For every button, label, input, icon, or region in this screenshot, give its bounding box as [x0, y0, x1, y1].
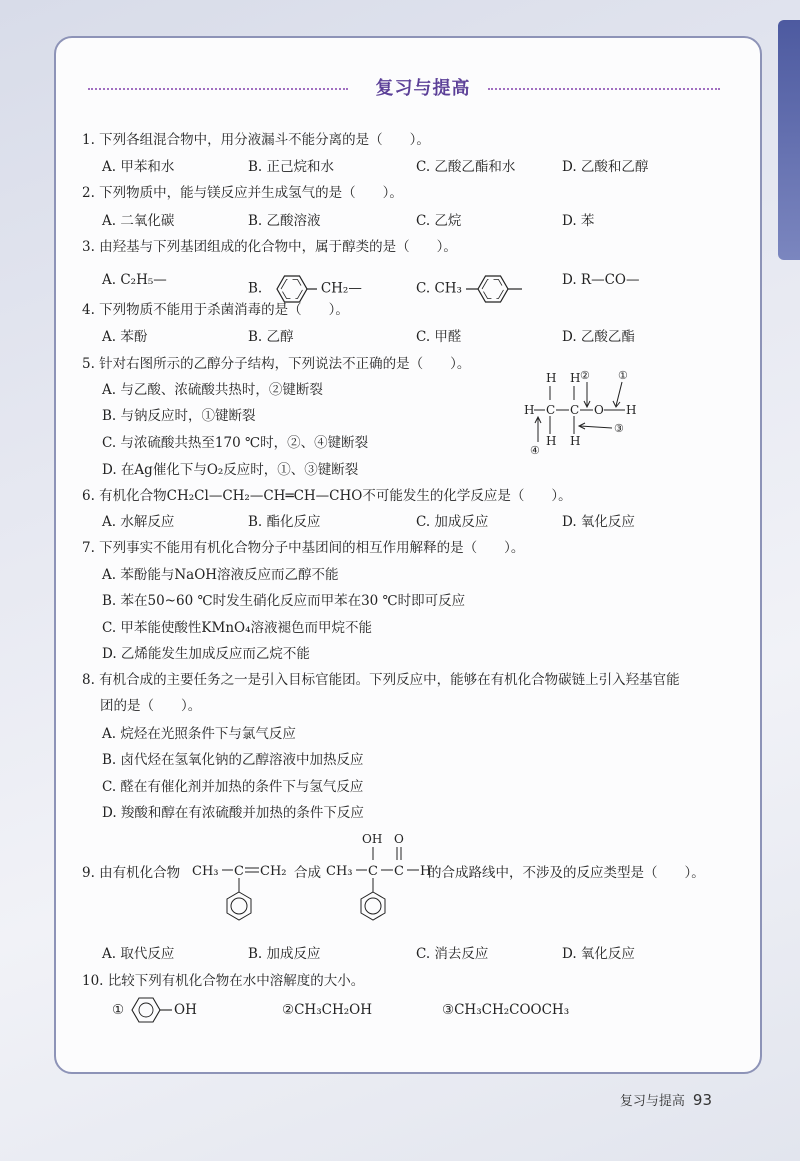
q7-option-a: A. 苯酚能与NaOH溶液反应而乙醇不能 [102, 567, 339, 583]
m2-h: H [420, 864, 432, 879]
q3-option-b-group: CH₂— [320, 280, 362, 297]
q9-option-d: D. 氧化反应 [562, 946, 635, 962]
question-5-stem: 5. 针对右图所示的乙醇分子结构，下列说法不正确的是（ ）。 [82, 356, 471, 372]
q5-option-c: C. 与浓硫酸共热至170 ℃时，②、④键断裂 [102, 435, 369, 451]
q10-item-2: ②CH₃CH₂OH [282, 1002, 372, 1018]
q4-option-a: A. 苯酚 [102, 329, 148, 345]
m2-o: O [394, 832, 404, 846]
q4-option-c: C. 甲醛 [416, 329, 462, 345]
q2-option-d: D. 苯 [562, 213, 595, 229]
ethanol-h-right: H [626, 403, 637, 417]
q2-option-a: A. 二氧化碳 [102, 213, 175, 229]
q8-option-a: A. 烷烃在光照条件下与氯气反应 [102, 726, 296, 742]
q6-option-a: A. 水解反应 [102, 514, 175, 530]
q10-item-1-oh: OH [174, 1002, 197, 1018]
ethanol-h-top-2: H [570, 371, 581, 385]
m2-c-2: C [394, 864, 404, 879]
q9-option-a: A. 取代反应 [102, 946, 175, 962]
m2-ch3: CH₃ [326, 864, 353, 879]
bond-label-3: ③ [614, 422, 624, 435]
question-2-stem: 2. 下列物质中，能与镁反应并生成氢气的是（ ）。 [82, 185, 403, 201]
q7-option-d: D. 乙烯能发生加成反应而乙烷不能 [102, 646, 310, 662]
footer-section: 复习与提高 [619, 1094, 685, 1109]
ethanol-h-left: H [524, 403, 535, 417]
hydroxy-aldehyde-structure [326, 828, 436, 928]
q5-option-b: B. 与钠反应时，①键断裂 [102, 408, 256, 424]
question-7-stem: 7. 下列事实不能用有机化合物分子中基团间的相互作用解释的是（ ）。 [82, 540, 525, 556]
question-8-stem-line-2: 团的是（ ）。 [100, 698, 202, 714]
side-tab [778, 20, 800, 260]
q3-option-c [416, 272, 530, 306]
section-title: 复习与提高 [375, 78, 471, 99]
q3-option-c-group: CH₃ [434, 280, 462, 297]
question-8-stem-line-1: 8. 有机合成的主要任务之一是引入目标官能团。下列反应中，能够在有机化合物碳链上引入羟基官能 [82, 672, 680, 688]
header-dots-left [88, 88, 348, 90]
ethanol-structure-diagram [520, 364, 650, 456]
content-frame [54, 36, 762, 1074]
question-9-mid: 合成 [294, 865, 321, 881]
question-9-prefix: 9. 由有机化合物 [82, 865, 181, 881]
ethanol-c-2: C [570, 403, 580, 417]
q6-option-c: C. 加成反应 [416, 514, 489, 530]
toluene-ring-icon [466, 272, 530, 306]
q4-option-b: B. 乙醇 [248, 329, 294, 345]
ethanol-h-bottom-2: H [570, 434, 581, 448]
q4-option-d: D. 乙酸乙酯 [562, 329, 635, 345]
q10-item-1-label: ① [112, 1002, 125, 1018]
ethanol-c-1: C [546, 403, 556, 417]
q1-option-b: B. 正己烷和水 [248, 159, 335, 175]
bond-label-2: ② [580, 369, 590, 382]
header-dots-right [488, 88, 720, 90]
question-10-stem: 10. 比较下列有机化合物在水中溶解度的大小。 [82, 973, 365, 989]
styrene-derivative-structure [192, 828, 298, 928]
m1-ch3: CH₃ [192, 864, 219, 879]
question-9-suffix: 的合成路线中，不涉及的反应类型是（ ）。 [428, 865, 705, 881]
q7-option-c: C. 甲苯能使酸性KMnO₄溶液褪色而甲烷不能 [102, 620, 373, 636]
ethanol-h-bottom-1: H [546, 434, 557, 448]
q6-option-d: D. 氧化反应 [562, 514, 635, 530]
ethanol-h-top-1: H [546, 371, 557, 385]
q7-option-b: B. 苯在50~60 ℃时发生硝化反应而甲苯在30 ℃时即可反应 [102, 593, 466, 609]
q1-option-a: A. 甲苯和水 [102, 159, 175, 175]
q8-option-c: C. 醛在有催化剂并加热的条件下与氢气反应 [102, 779, 364, 795]
question-3-stem: 3. 由羟基与下列基团组成的化合物中，属于醇类的是（ ）。 [82, 239, 457, 255]
q8-option-d: D. 羧酸和醇在有浓硫酸并加热的条件下反应 [102, 805, 364, 821]
q8-option-b: B. 卤代烃在氢氧化钠的乙醇溶液中加热反应 [102, 752, 364, 768]
q1-option-d: D. 乙酸和乙醇 [562, 159, 649, 175]
q5-option-a: A. 与乙酸、浓硫酸共热时，②键断裂 [102, 382, 323, 398]
section-header [88, 74, 720, 104]
bond-label-1: ① [618, 369, 628, 382]
page-number: 93 [692, 1091, 712, 1109]
m2-oh: OH [362, 832, 383, 846]
ethanol-o: O [594, 403, 604, 417]
q1-option-c: C. 乙酸乙酯和水 [416, 159, 516, 175]
q9-option-b: B. 加成反应 [248, 946, 321, 962]
m1-c: C [234, 864, 244, 879]
question-4-stem: 4. 下列物质不能用于杀菌消毒的是（ ）。 [82, 302, 349, 318]
question-1-stem: 1. 下列各组混合物中，用分液漏斗不能分离的是（ ）。 [82, 132, 430, 148]
q9-option-c: C. 消去反应 [416, 946, 489, 962]
question-6-stem: 6. 有机化合物CH₂Cl—CH₂—CH═CH—CHO不可能发生的化学反应是（ ）。 [82, 488, 572, 504]
m2-c-1: C [368, 864, 378, 879]
q2-option-c: C. 乙烷 [416, 213, 462, 229]
q2-option-b: B. 乙酸溶液 [248, 213, 321, 229]
q3-option-a: A. C₂H₅— [102, 272, 167, 288]
q6-option-b: B. 酯化反应 [248, 514, 321, 530]
q3-option-c-label: C. [416, 280, 431, 297]
m1-ch2: CH₂ [260, 864, 287, 879]
q3-option-b-label: B. [248, 280, 263, 297]
page-footer [620, 1090, 712, 1109]
q5-option-d: D. 在Ag催化下与O₂反应时，①、③键断裂 [102, 462, 359, 478]
bond-label-4: ④ [530, 444, 540, 456]
phenol-ring-icon [128, 992, 174, 1028]
q10-item-3: ③CH₃CH₂COOCH₃ [442, 1002, 570, 1018]
q3-option-d: D. R—CO— [562, 272, 640, 288]
